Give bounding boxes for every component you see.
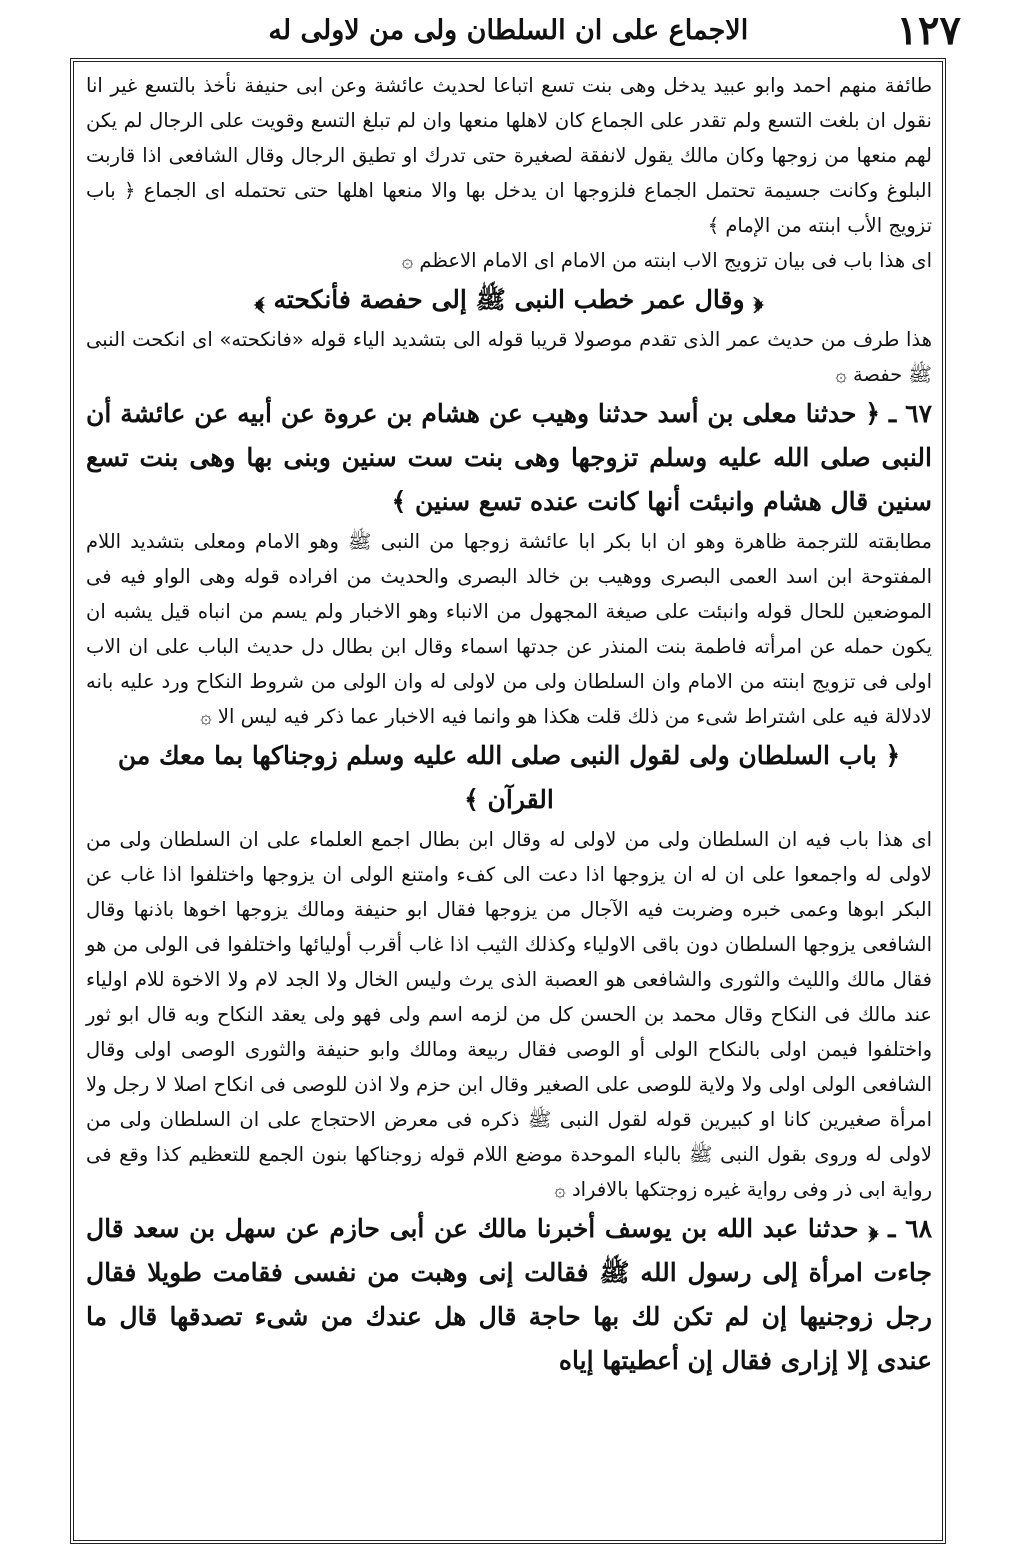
hadith-67: ٦٧ ـ ﴿ حدثنا معلی بن أسد حدثنا وهیب عن هشام بن عروة عن أبیه عن عائشة أن النبی صلی الله علیه وسلم تزوجها وهی بنت ست سنین وبنی بها وهی بنت تسع سنین قال هشام وانبئت أنها کانت عنده تسع سنین ﴾ (86, 399, 932, 516)
quoted-report: ﴿ وقال عمر خطب النبی ﷺ إلی حفصة فأنکحته ﴾ (254, 285, 764, 314)
hadith-68: ٦٨ ـ ﴿ حدثنا عبد الله بن یوسف أخبرنا مالك عن أبی حازم عن سهل بن سعد قال جاءت امرأة إلی رسول الله ﷺ فقالت إنی وهبت من نفسی فقامت طویلا فقال رجل زوجنیها إن لم تکن لك بها حاجة قال هل عندك من شیء تصدقها قال ما عندی إلا إزاری فقال إن أعطیتها إیاه (86, 1214, 932, 1375)
commentary-paragraph: مطابقته للترجمة ظاهرة وهو ان ابا بکر ابا عائشة زوجها من النبی ﷺ وهو الامام ومعلی بتشدید اللام المفتوحة ابن اسد العمی البصری ووهیب بن خالد البصری والحدیث من افراده قوله وهی الواو فیه فی الموضعین للحال قوله وانبئت علی صیغة المجهول من الانباء وهو الاخبار ولم یسم من انباه قیل یشبه ان یکون حمله عن امرأته فاطمة بنت المنذر عن جدتها اسماء وقال ابن بطال دل حدیث الباب علی ان الاب اولی فی تزویج ابنته من الامام وان السلطان ولی من لاولی له وان الولی من شروط النکاح ورد علیه بانه لادلالة فیه علی اشتراط شیء من ذلك قلت هکذا هو وانما فیه الاخبار عما ذکر فیه لیس الا ۞ (86, 530, 932, 728)
chapter-heading: ﴿ باب السلطان ولی لقول النبی صلی الله علیه وسلم زوجناکها بما معك من القرآن ﴾ (117, 741, 901, 814)
commentary-paragraph: هذا طرف من حدیث عمر الذی تقدم موصولا قریبا قوله الی بتشدید الیاء قوله «فانکحته» ای انکحت النبی ﷺ حفصة ۞ (86, 328, 932, 386)
commentary-paragraph: طائفة منهم احمد وابو عبید یدخل وھی بنت تسع اتباعا لحدیث عائشة وعن ابی حنیفة نأخذ بالتسع غیر انا نقول ان بلغت التسع ولم تقدر علی الجماع کان لاهلها منعها وان لم تبلغ التسع وقویت علی الرجال لم یکن لهم منعها من زوجها وکان مالك یقول لانفقة لصغیرة حتی تدرك او تطیق الرجال وقال الشافعی اذا قاربت البلوغ وکانت جسیمة تحتمل الجماع فلزوجها ان یدخل بها والا منعها اهلها حتی تحتمله ای الجماع ﴿ باب تزویج الأب ابنته من الإمام ﴾ (86, 74, 932, 237)
running-title: الاجماع علی ان السلطان ولی من لاولی له (268, 14, 749, 46)
page-number: ١٢٧ (896, 6, 961, 54)
commentary-paragraph: ای هذا باب فیه ان السلطان ولی من لاولی له وقال ابن بطال اجمع العلماء علی ان السلطان ولی من لاولی له واجمعوا علی ان له ان یزوجها اذا دعت الی کفء وامتنع الولی ان یزوجها واختلفوا اذا غاب عن البکر ابوها وعمی خبره وضربت فیه الآجال من یزوجها فقال ابو حنیفة ومالك یزوجها اخوها باذنها وقال الشافعی یزوجها السلطان دون باقی الاولیاء وکذلك الثیب اذا غاب أقرب أولیائها واختلفوا فی الولی من هو فقال مالك واللیث والثوری والشافعی هو العصبة الذی یرث ولیس الخال ولا الجد لام ولا الاخوة للام اولیاء عند مالك فی النکاح وقال محمد بن الحسن کل من لزمه اسم ولی فهو ولی یعقد النکاح وبه قال ابو ثور واختلفوا فیمن اولی بالنکاح الولی أو الوصی فقال ربیعة ومالك وابو حنیفة والثوری الوصی اولی وقال الشافعی الولی اولی ولا ولایة للوصی علی الصغیر وقال ابن حزم ولا اذن للوصی فی انکاح اصلا لا رجل ولا امرأة صغیرین کانا او کبیرین قوله لقول النبی ﷺ ذکره فی معرض الاحتجاج علی ان السلطان ولی من لاولی له وروی بقول النبی ﷺ بالباء الموحدة موضع اللام قوله زوجناکها بنون الجمع للتعظیم کذا وقع فی روایة ابی ذر وفی روایة غیره زوجتکها بالافراد ۞ (86, 828, 932, 1201)
chapter-explanation: ای هذا باب فی بیان تزویج الاب ابنته من الامام ای الامام الاعظم ۞ (401, 249, 932, 272)
page-body (86, 68, 932, 1383)
page-header (60, 6, 961, 54)
